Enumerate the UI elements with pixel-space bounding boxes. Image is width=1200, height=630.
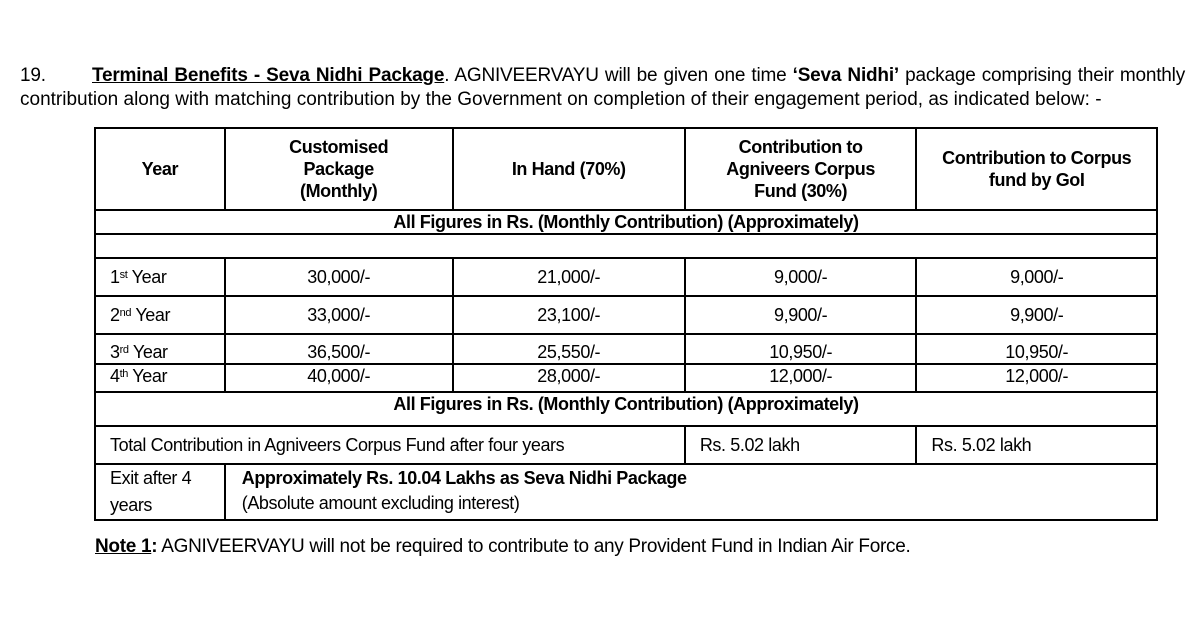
- note-label: Note 1: [95, 536, 152, 557]
- paragraph-heading: Terminal Benefits - Seva Nidhi Package: [92, 65, 445, 86]
- paragraph-line-1: [20, 64, 1185, 88]
- header-in-hand: In Hand (70%): [453, 128, 685, 210]
- table-row: [95, 258, 1157, 296]
- row-year: 4th Year: [95, 364, 225, 392]
- seva-nidhi-table: [94, 127, 1158, 521]
- header-package: Customised Package (Monthly): [225, 128, 453, 210]
- row-corpus: 10,950/-: [685, 334, 917, 364]
- exit-row: [95, 464, 1157, 520]
- row-goi: 12,000/-: [916, 364, 1157, 392]
- figures-banner: All Figures in Rs. (Monthly Contribution) (Approximately): [95, 210, 1157, 234]
- total-goi: Rs. 5.02 lakh: [916, 426, 1157, 464]
- exit-note: (Absolute amount excluding interest): [241, 493, 520, 513]
- row-goi: 9,900/-: [916, 296, 1157, 334]
- exit-details: [225, 464, 1157, 520]
- note-1: Note 1: AGNIVEERVAYU will not be required to contribute to any Provident Fund in Indian Air Force.: [95, 536, 911, 557]
- table-row: [95, 334, 1157, 364]
- exit-amount: Approximately Rs. 10.04 Lakhs as Seva Nidhi Package: [241, 468, 687, 488]
- row-package: 30,000/-: [225, 258, 453, 296]
- paragraph-19: [20, 64, 1185, 112]
- row-package: 36,500/-: [225, 334, 453, 364]
- row-year: 2nd Year: [95, 296, 225, 334]
- total-row: [95, 426, 1157, 464]
- spacer-row: [95, 234, 1157, 258]
- paragraph-line-2: contribution along with matching contribution by the Government on completion of their engagement period, as indicated below: -: [20, 89, 1102, 110]
- row-corpus: 9,000/-: [685, 258, 917, 296]
- row-in-hand: 25,550/-: [453, 334, 685, 364]
- banner-row: [95, 210, 1157, 234]
- package-name: ‘Seva Nidhi’: [792, 65, 899, 86]
- header-goi: Contribution to Corpus fund by GoI: [916, 128, 1157, 210]
- exit-label: Exit after 4 years: [95, 464, 225, 520]
- row-corpus: 12,000/-: [685, 364, 917, 392]
- paragraph-number: 19.: [20, 65, 46, 86]
- total-corpus: Rs. 5.02 lakh: [685, 426, 917, 464]
- total-label: Total Contribution in Agniveers Corpus Fund after four years: [95, 426, 685, 464]
- table-row: [95, 296, 1157, 334]
- figures-banner: All Figures in Rs. (Monthly Contribution) (Approximately): [95, 392, 1157, 426]
- table-row: [95, 364, 1157, 392]
- paragraph-text-a: . AGNIVEERVAYU will be given one time: [444, 65, 793, 86]
- row-package: 40,000/-: [225, 364, 453, 392]
- row-in-hand: 23,100/-: [453, 296, 685, 334]
- paragraph-text-b: package comprising their monthly: [899, 65, 1185, 86]
- row-year: 1st Year: [95, 258, 225, 296]
- note-text: AGNIVEERVAYU will not be required to contribute to any Provident Fund in Indian Air Force.: [157, 536, 911, 557]
- row-year: 3rd Year: [95, 334, 225, 364]
- table-header-row: [95, 128, 1157, 210]
- row-package: 33,000/-: [225, 296, 453, 334]
- row-goi: 9,000/-: [916, 258, 1157, 296]
- banner-row: [95, 392, 1157, 426]
- header-corpus: Contribution to Agniveers Corpus Fund (30%): [685, 128, 917, 210]
- row-in-hand: 21,000/-: [453, 258, 685, 296]
- header-year: Year: [95, 128, 225, 210]
- row-goi: 10,950/-: [916, 334, 1157, 364]
- row-in-hand: 28,000/-: [453, 364, 685, 392]
- row-corpus: 9,900/-: [685, 296, 917, 334]
